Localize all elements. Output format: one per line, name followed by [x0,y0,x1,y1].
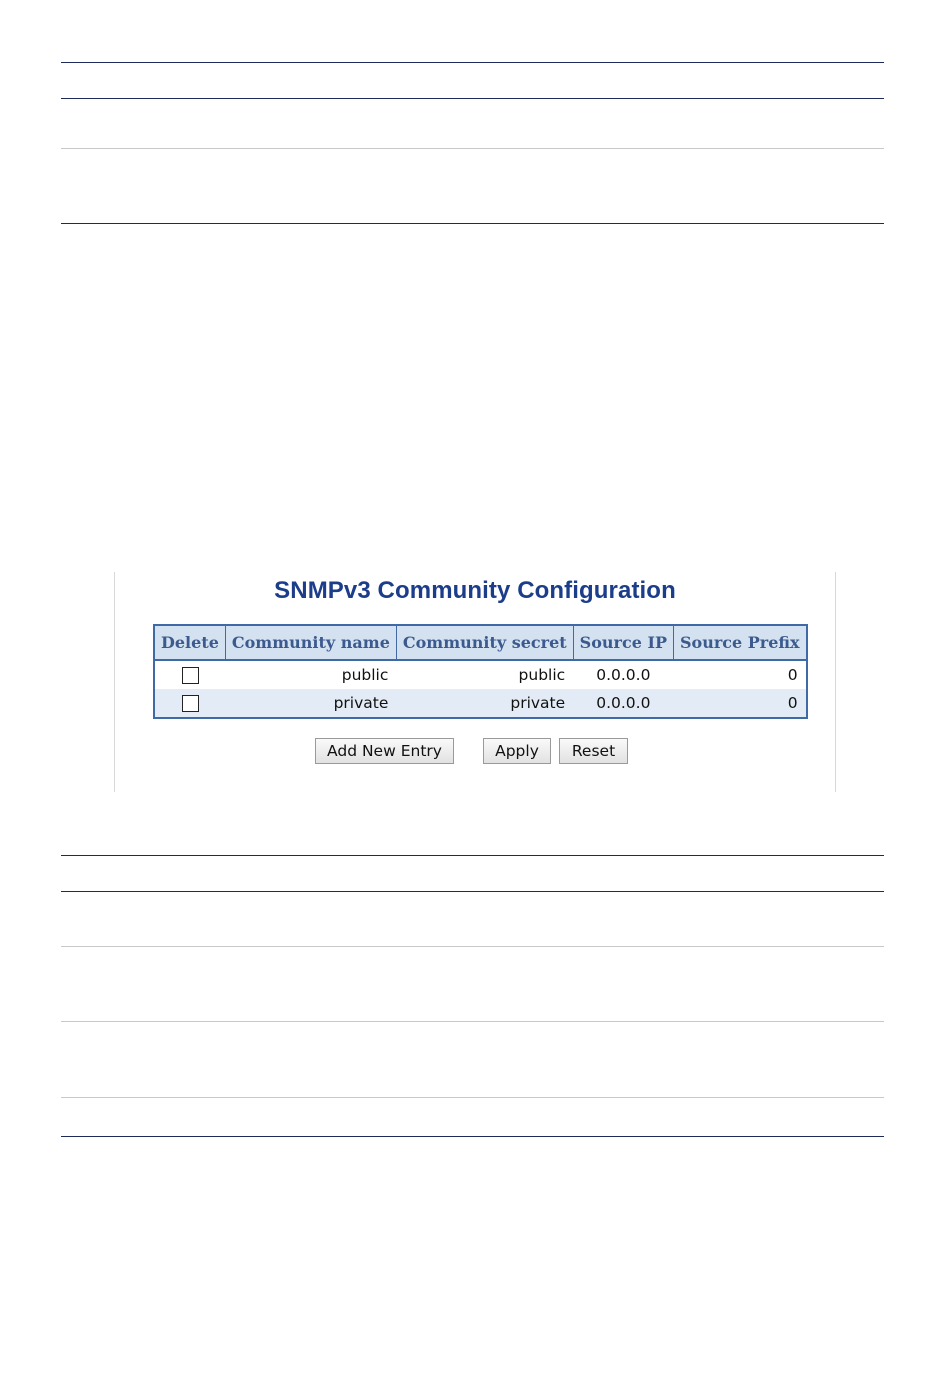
bottom-table-rule-4 [61,1021,884,1022]
col-community-name: Community name [225,625,396,660]
bottom-table-rule-3 [61,946,884,947]
top-table-rule-1 [61,62,884,63]
col-community-secret: Community secret [396,625,573,660]
delete-checkbox[interactable] [182,695,199,712]
col-source-prefix: Source Prefix [673,625,806,660]
community-name-cell: private [225,689,396,718]
delete-checkbox[interactable] [182,667,199,684]
panel-title: SNMPv3 Community Configuration [274,577,676,604]
top-table-rule-2 [61,98,884,99]
col-source-ip: Source IP [573,625,673,660]
community-secret-cell: private [396,689,573,718]
source-prefix-cell: 0 [673,689,806,718]
source-prefix-cell: 0 [673,660,806,689]
bottom-table-rule-2 [61,891,884,892]
reset-button[interactable]: Reset [559,738,628,764]
top-table-rule-4 [61,223,884,224]
top-table-rule-3 [61,148,884,149]
snmpv3-community-panel [114,572,836,792]
source-ip-cell: 0.0.0.0 [573,689,673,718]
bottom-table-rule-1 [61,855,884,856]
delete-cell [154,689,225,718]
source-ip-cell: 0.0.0.0 [573,660,673,689]
delete-cell [154,660,225,689]
community-secret-cell: public [396,660,573,689]
community-table [153,624,808,719]
table-row [154,689,807,718]
table-header-row [154,625,807,660]
add-new-entry-button[interactable]: Add New Entry [315,738,454,764]
table-row [154,660,807,689]
col-delete: Delete [154,625,225,660]
community-name-cell: public [225,660,396,689]
bottom-table-rule-6 [61,1136,884,1137]
bottom-table-rule-5 [61,1097,884,1098]
apply-button[interactable]: Apply [483,738,551,764]
